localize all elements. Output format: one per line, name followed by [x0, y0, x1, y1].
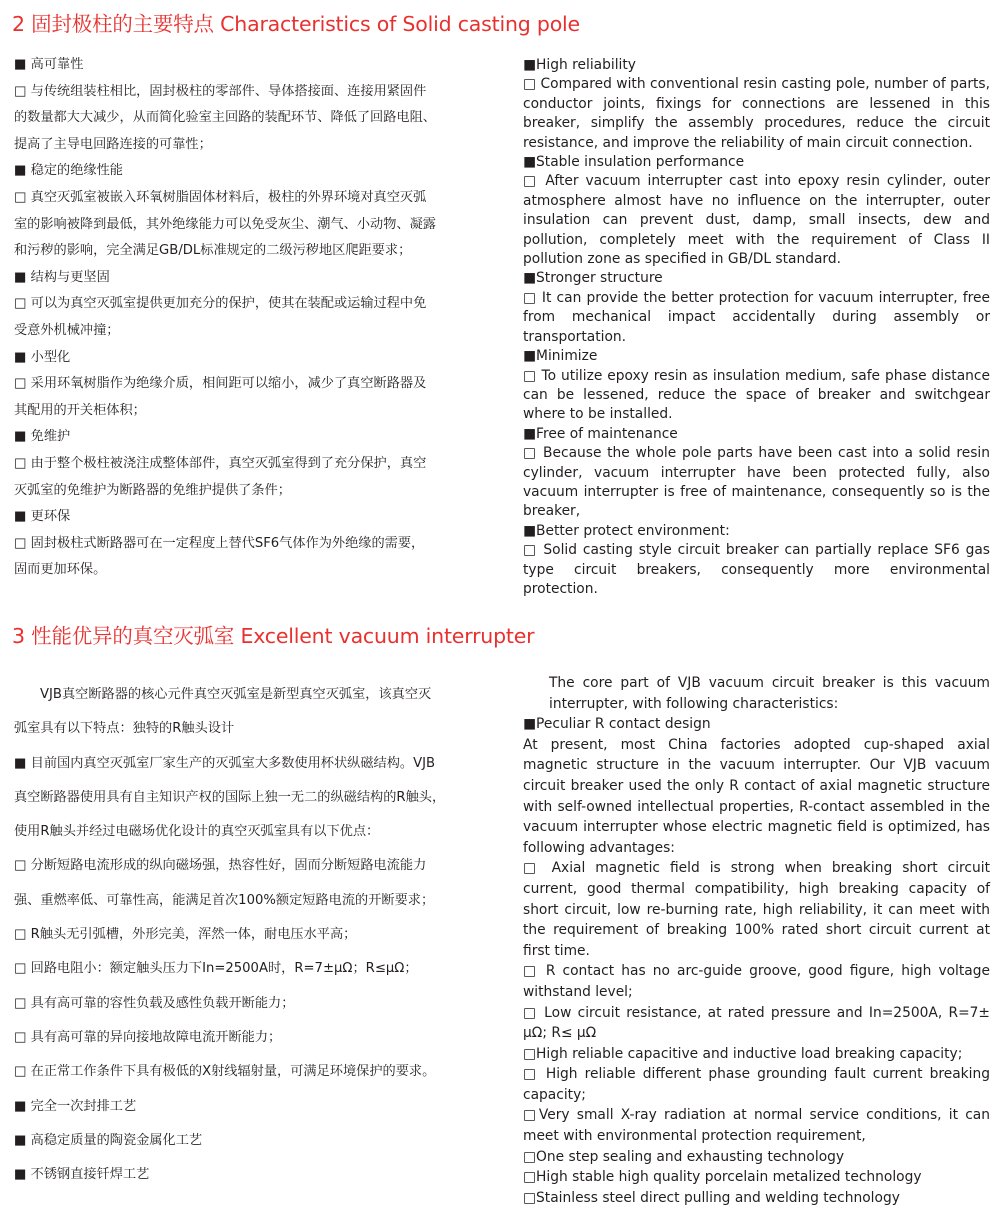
zh-advantage-line: □ 分断短路电流形成的纵向磁场强，热容性好，固而分断短路电流能力	[14, 858, 427, 874]
en-paragraph: □ To utilize epoxy resin as insulation medium, safe phase distance can be lessened, reduce the space of breaker and switchgear where to be installed.	[523, 367, 990, 423]
en-paragraph: □ Compared with conventional resin casting pole, number of parts, conductor joints, fixings for connections are lessened in this breaker, simplify the assembly procedures, reduce the circuit resistance, and improve the reliability of main circuit connection.	[523, 76, 990, 151]
zh-paragraph-line: 使用R触头并经过电磁场优化设计的真空灭弧室具有以下优点：	[14, 824, 380, 840]
en-paragraph: At present, most China factories adopted cup-shaped axial magnetic structure in the vacuum interrupter. Our VJB vacuum circuit breaker used the only R contact of axial magnetic structure with self-owned intellectual properties, R-contact assembled in the vacuum interrupter whose electric magnetic field is optimized, has following advantages:	[523, 736, 990, 856]
zh-paragraph-line: 室的影响被降到最低，其外绝缘能力可以免受灰尘、潮气、小动物、凝露	[14, 216, 436, 232]
en-paragraph: □ Solid casting style circuit breaker can partially replace SF6 gas type circuit breakers, consequently more environmental protection.	[523, 542, 990, 597]
zh-paragraph-line: 其配用的开关柜体积；	[14, 402, 146, 418]
zh-heading-minimize: ■ 小型化	[14, 349, 71, 365]
zh-paragraph-line: □ 真空灭弧室被嵌入环氧树脂固体材料后，极柱的外界环境对真空灭弧	[14, 189, 427, 205]
zh-paragraph-line: □ 采用环氧树脂作为绝缘介质，相间距可以缩小，减少了真空断路器及	[14, 376, 427, 392]
zh-technology-item: ■ 高稳定质量的陶瓷金属化工艺	[14, 1132, 203, 1148]
zh-technology-item: ■ 完全一次封排工艺	[14, 1098, 137, 1114]
en-paragraph: □ It can provide the better protection for vacuum interrupter, free from mechanical impact accidentally during assembly or transportation.	[523, 289, 990, 345]
en-advantage: □ Low circuit resistance, at rated pressure and In=2500A, R=7± μΩ; R≤ μΩ	[523, 1004, 990, 1042]
zh-paragraph-line: □ 由于整个极柱被浇注成整体部件，真空灭弧室得到了充分保护，真空	[14, 455, 427, 471]
en-heading-minimize: ■Minimize	[523, 348, 598, 365]
en-advantage: □ R contact has no arc-guide groove, good figure, high voltage withstand level;	[523, 963, 990, 1000]
zh-advantage-line: 强、重燃率低、可靠性高，能满足首次100%额定短路电流的开断要求；	[14, 892, 435, 908]
en-heading-r-contact: ■Peculiar R contact design	[523, 716, 711, 733]
en-paragraph: □ Because the whole pole parts have been cast into a solid resin cylinder, vacuum interrupter have been protected fully, also vacuum interrupter is free of maintenance, consequently so is the breaker,	[523, 445, 990, 520]
zh-paragraph-line: 受意外机械冲撞；	[14, 322, 120, 338]
zh-intro-line: 弧室具有以下特点：独特的R触头设计	[14, 721, 235, 737]
en-paragraph: □ After vacuum interrupter cast into epoxy resin cylinder, outer atmosphere almost have no influence on the interrupter, outer insulation can prevent dust, damp, small insects, dew and pollution, completely meet with the requirement of Class II pollution zone as specified in GB/DL standard.	[523, 173, 990, 268]
zh-paragraph-line: 和污秽的影响，完全满足GB/DL标准规定的二级污秽地区爬距要求；	[14, 243, 412, 259]
en-advantage: □High reliable capacitive and inductive load breaking capacity;	[523, 1045, 963, 1062]
en-advantage: □ High reliable different phase grounding fault current breaking capacity;	[523, 1066, 990, 1103]
en-advantage: □Very small X-ray radiation at normal service conditions, it can meet with environmental protection requirement,	[523, 1107, 990, 1145]
section-3-title: 3 性能优异的真空灭弧室 Excellent vacuum interrupter	[12, 624, 535, 648]
section-3-chinese-column	[14, 678, 494, 1192]
zh-paragraph-line: 灭弧室的免维护为断路器的免维护提供了条件；	[14, 482, 291, 498]
zh-paragraph-line: □ 固封极柱式断路器可在一定程度上替代SF6气体作为外绝缘的需要，	[14, 535, 425, 551]
zh-paragraph-line: 真空断路器使用具有自主知识产权的国际上独一无二的纵磁结构的R触头，	[14, 789, 446, 805]
zh-advantage-line: □ R触头无引弧槽，外形完美，浑然一体，耐电压水平高；	[14, 927, 357, 943]
zh-heading-stable-insulation: ■ 稳定的绝缘性能	[14, 163, 123, 179]
section-2-chinese-column	[14, 52, 494, 584]
en-technology-item: □One step sealing and exhausting technology	[523, 1148, 845, 1165]
zh-heading-maintenance-free: ■ 免维护	[14, 429, 71, 445]
en-heading-better-environment: ■Better protect environment:	[523, 522, 730, 539]
zh-technology-item: ■ 不锈钢直接钎焊工艺	[14, 1167, 150, 1183]
zh-intro-line: VJB真空断路器的核心元件真空灭弧室是新型真空灭弧室，该真空灭	[40, 687, 432, 702]
en-intro: The core part of VJB vacuum circuit breaker is this vacuum interrupter, with following characteristics:	[549, 675, 990, 712]
en-heading-free-of-maintenance: ■Free of maintenance	[523, 425, 678, 442]
zh-paragraph-line: □ 与传统组装柱相比，固封极柱的零部件、导体搭接面、连接用紧固件	[14, 83, 427, 99]
zh-paragraph-line: □ 可以为真空灭弧室提供更加充分的保护，使其在装配或运输过程中免	[14, 296, 427, 312]
en-technology-item: □High stable high quality porcelain metalized technology	[523, 1169, 922, 1186]
zh-heading-high-reliability: ■ 高可靠性	[14, 57, 84, 72]
zh-advantage-line: □ 在正常工作条件下具有极低的X射线辐射量，可满足环境保护的要求。	[14, 1064, 436, 1080]
en-technology-item: □Stainless steel direct pulling and welding technology	[523, 1189, 900, 1206]
section-3-english-column	[523, 673, 990, 1208]
en-heading-high-reliability: ■High reliability	[523, 57, 636, 73]
zh-paragraph-line: 的数量都大大减少，从而简化验室主回路的装配环节、降低了回路电阻、	[14, 110, 436, 126]
en-advantage: □ Axial magnetic field is strong when breaking short circuit current, good thermal compatibility, high breaking capacity of short circuit, low re-burning rate, high reliability, it can meet with the requirement of breaking 100% rated short circuit current at first time.	[523, 860, 990, 959]
section-2-english-column	[523, 56, 990, 599]
zh-advantage-line: □ 回路电阻小：额定触头压力下In=2500A时，R=7±μΩ；R≤μΩ；	[14, 961, 418, 977]
zh-advantage-line: □ 具有高可靠的容性负载及感性负载开断能力；	[14, 995, 295, 1011]
en-heading-stable-insulation: ■Stable insulation performance	[523, 154, 745, 171]
zh-paragraph-line: ■ 目前国内真空灭弧室厂家生产的灭弧室大多数使用杯状纵磁结构。VJB	[14, 755, 436, 771]
zh-advantage-line: □ 具有高可靠的异向接地故障电流开断能力；	[14, 1029, 282, 1045]
zh-paragraph-line: 固而更加环保。	[14, 562, 107, 578]
zh-heading-environmental: ■ 更环保	[14, 509, 71, 525]
section-2-title: 2 固封极柱的主要特点 Characteristics of Solid casting pole	[12, 12, 580, 36]
zh-paragraph-line: 提高了主导电回路连接的可靠性；	[14, 136, 212, 152]
zh-heading-stronger-structure: ■ 结构与更坚固	[14, 269, 110, 285]
en-heading-stronger-structure: ■Stronger structure	[523, 270, 663, 287]
